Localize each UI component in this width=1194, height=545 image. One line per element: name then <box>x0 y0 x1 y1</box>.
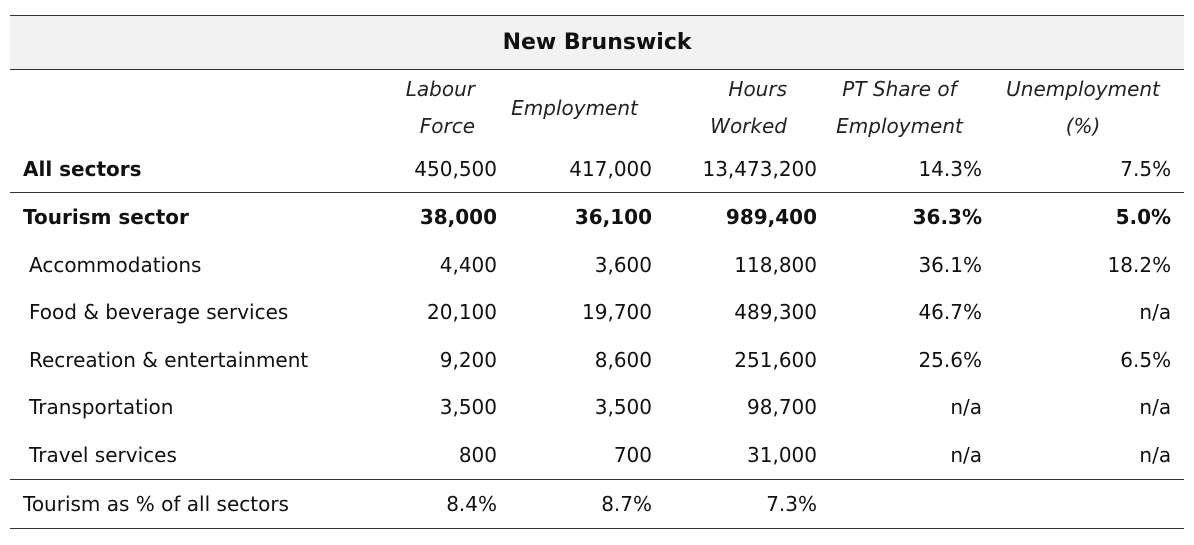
row-label: Food & beverage services <box>29 300 289 325</box>
cell-unemployment: n/a <box>1139 395 1172 420</box>
cell-unemployment: 6.5% <box>1120 347 1172 372</box>
cell-hours-worked: 98,700 <box>747 395 817 420</box>
cell-employment: 19,700 <box>582 300 652 325</box>
header-unemployment-line2: (%) <box>1065 114 1101 138</box>
table-row <box>10 384 1184 432</box>
header-empty <box>10 70 379 147</box>
row-label: Accommodations <box>29 252 202 277</box>
header-hours-worked <box>652 70 817 147</box>
cell-labour-force: 3,500 <box>439 395 497 420</box>
header-unemployment <box>982 70 1184 147</box>
row-label: Travel services <box>29 442 177 467</box>
row-label: All sectors <box>10 146 379 193</box>
header-labour-force-line1: Labour <box>405 77 475 101</box>
cell-hours-worked: 13,473,200 <box>652 146 817 193</box>
cell-unemployment: 5.0% <box>1115 205 1172 229</box>
cell-labour-force: 4,400 <box>439 252 497 277</box>
row-label: Recreation & entertainment <box>29 347 309 372</box>
table-row <box>10 289 1184 337</box>
cell-hours-worked: 7.3% <box>652 479 817 528</box>
table-row-tourism-pct <box>10 479 1184 528</box>
cell-labour-force: 800 <box>458 442 497 467</box>
cell-employment: 8,600 <box>594 347 652 372</box>
table-row <box>10 336 1184 384</box>
header-labour-force <box>379 70 497 147</box>
table-row-all-sectors <box>10 146 1184 193</box>
cell-hours-worked: 489,300 <box>734 300 817 325</box>
cell-unemployment <box>982 479 1184 528</box>
cell-hours-worked: 251,600 <box>734 347 817 372</box>
table-row <box>10 241 1184 289</box>
row-label: Tourism as % of all sectors <box>10 479 379 528</box>
header-hours-worked-line1: Hours <box>728 77 787 101</box>
header-hours-worked-line2: Worked <box>710 114 787 138</box>
cell-pt-share: 36.1% <box>918 252 982 277</box>
cell-unemployment: n/a <box>1139 300 1172 325</box>
cell-pt-share: n/a <box>950 442 982 467</box>
table-title: New Brunswick <box>10 16 1184 70</box>
cell-labour-force: 9,200 <box>439 347 497 372</box>
cell-employment: 36,100 <box>574 205 652 229</box>
header-labour-force-line2: Force <box>419 114 475 138</box>
header-employment: Employment <box>511 95 638 120</box>
cell-employment: 8.7% <box>497 479 652 528</box>
cell-unemployment: n/a <box>1139 442 1172 467</box>
table-row <box>10 431 1184 479</box>
cell-labour-force: 8.4% <box>379 479 497 528</box>
cell-pt-share: n/a <box>950 395 982 420</box>
header-row <box>10 70 1184 147</box>
cell-pt-share <box>817 479 982 528</box>
table-row-tourism-sector <box>10 193 1184 242</box>
cell-employment: 417,000 <box>497 146 652 193</box>
cell-employment: 3,600 <box>594 252 652 277</box>
header-pt-share <box>817 70 982 147</box>
cell-pt-share: 14.3% <box>817 146 982 193</box>
header-pt-share-line1: PT Share of <box>842 77 957 101</box>
cell-unemployment: 7.5% <box>982 146 1184 193</box>
tourism-employment-table <box>10 15 1184 529</box>
row-label: Tourism sector <box>23 205 189 229</box>
cell-pt-share: 25.6% <box>918 347 982 372</box>
table-container <box>10 15 1184 529</box>
cell-hours-worked: 31,000 <box>747 442 817 467</box>
cell-unemployment: 18.2% <box>1107 252 1172 277</box>
row-label: Transportation <box>29 395 174 420</box>
cell-employment: 3,500 <box>594 395 652 420</box>
cell-pt-share: 46.7% <box>918 300 982 325</box>
cell-labour-force: 38,000 <box>419 205 497 229</box>
header-pt-share-line2: Employment <box>836 114 963 138</box>
cell-labour-force: 20,100 <box>427 300 497 325</box>
cell-hours-worked: 989,400 <box>725 205 817 229</box>
cell-hours-worked: 118,800 <box>734 252 817 277</box>
cell-pt-share: 36.3% <box>912 205 982 229</box>
cell-employment: 700 <box>613 442 652 467</box>
cell-labour-force: 450,500 <box>379 146 497 193</box>
title-row <box>10 16 1184 70</box>
header-unemployment-line1: Unemployment <box>1006 77 1160 101</box>
